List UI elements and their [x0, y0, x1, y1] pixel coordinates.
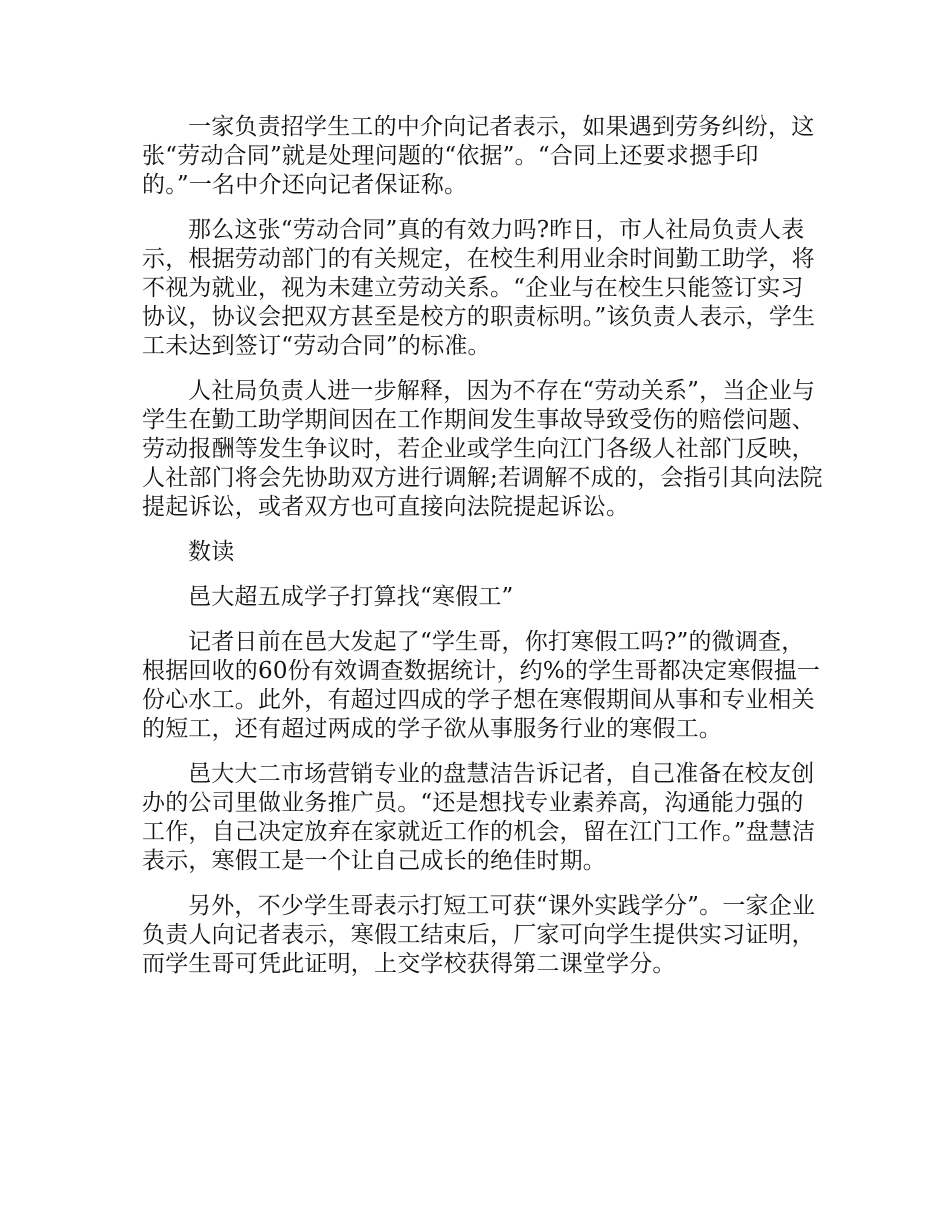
paragraph-dispute-resolution: 人社局负责人进一步解释，因为不存在“劳动关系”，当企业与学生在勤工助学期间因在工作期间发生事故导致受伤的赔偿问题、劳动报酬等发生争议时，若企业或学生向江门各级人社部门反映，人社部门将会先协助双方进行调解;若调解不成的，会指引其向法院提起诉讼，或者双方也可直接向法院提起诉讼。	[142, 378, 823, 520]
paragraph-survey: 记者日前在邑大发起了“学生哥，你打寒假工吗?”的微调查，根据回收的60份有效调查数据统计，约%的学生哥都决定寒假揾一份心水工。此外，有超过四成的学子想在寒假期间从事和专业相关的短工，还有超过两成的学子欲从事服务行业的寒假工。	[142, 629, 821, 742]
section-heading-shudu: 数读	[188, 539, 235, 565]
paragraph-practice-credits: 另外，不少学生哥表示打短工可获“课外实践学分”。一家企业负责人向记者表示，寒假工结束后，厂家可向学生提供实习证明，而学生哥可凭此证明，上交学校获得第二课堂学分。	[142, 893, 816, 977]
paragraph-contract-evidence: 一家负责招学生工的中介向记者表示，如果遇到劳务纠纷，这张“劳动合同”就是处理问题的“依据”。“合同上还要求摁手印的。”一名中介还向记者保证称。	[142, 114, 815, 198]
paragraph-student-quote: 邑大大二市场营销专业的盘慧洁告诉记者，自己准备在校友创办的公司里做业务推广员。“还是想找专业素养高，沟通能力强的工作，自己决定放弃在家就近工作的机会，留在江门工作。”盘慧洁表示，寒假工是一个让自己成长的绝佳时期。	[142, 761, 816, 874]
paragraph-contract-validity: 那么这张“劳动合同”真的有效力吗?昨日，市人社局负责人表示，根据劳动部门的有关规定，在校生利用业余时间勤工助学，将不视为就业，视为未建立劳动关系。“企业与在校生只能签订实习协议，协议会把双方甚至是校方的职责标明。”该负责人表示，学生工未达到签订“劳动合同”的标准。	[142, 217, 816, 359]
section-subheading: 邑大超五成学子打算找“寒假工”	[188, 584, 514, 610]
